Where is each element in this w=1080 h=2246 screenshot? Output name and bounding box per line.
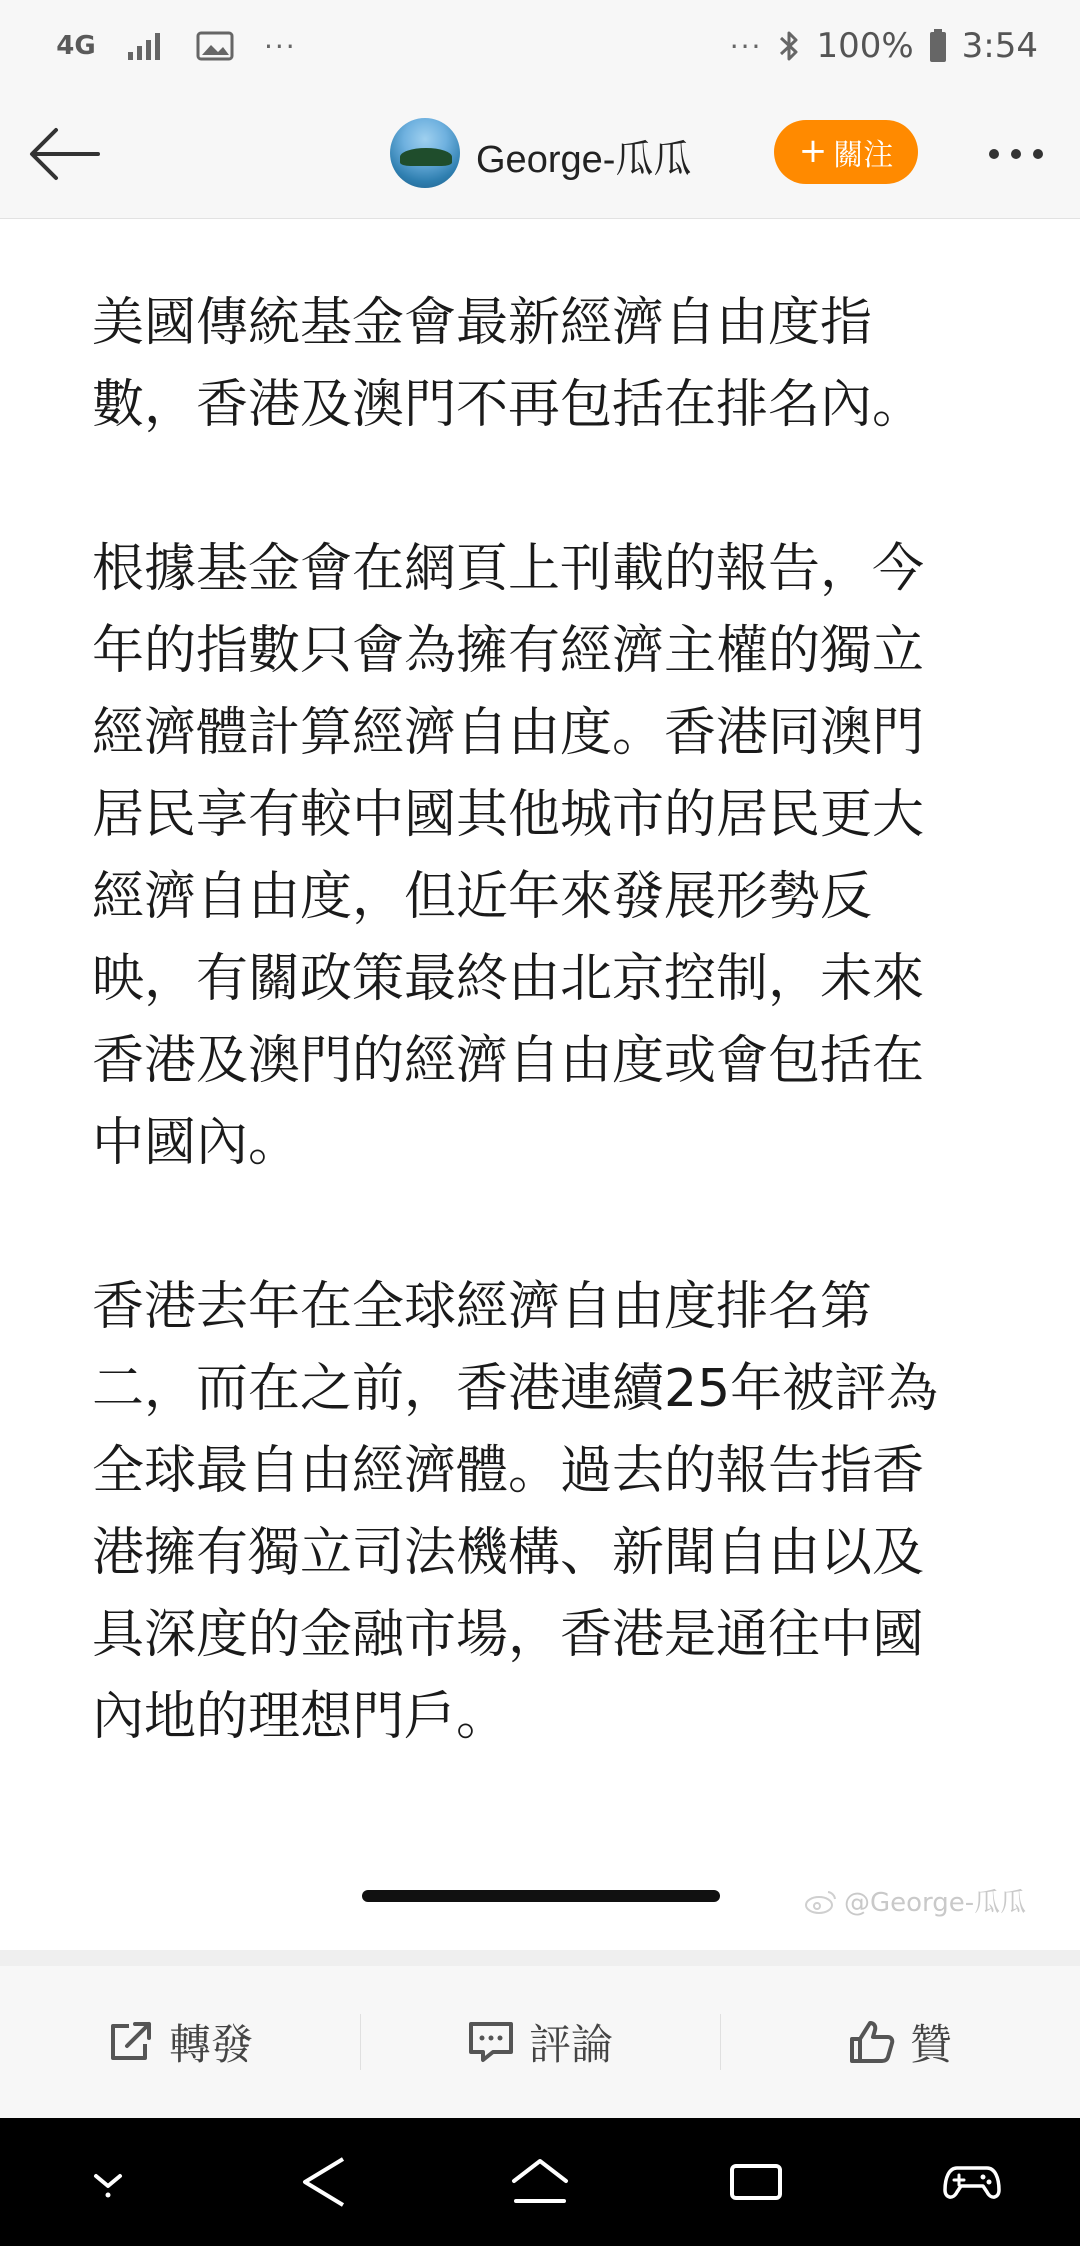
nav-home-button[interactable] [500,2142,580,2222]
more-options-button[interactable] [976,134,1056,174]
status-right [730,22,1038,70]
system-nav-bar [0,2118,1080,2246]
signal-icon [126,30,166,62]
share-icon [107,2020,155,2064]
paragraph: 香港去年在全球經濟自由度排名第二，而在之前，香港連續25年被評為全球最自由經濟體。過去的報告指香港擁有獨立司法機構、新聞自由以及具深度的金融市場，香港是通往中國內地的理想門戶。 [92,1277,939,1747]
status-left [56,22,297,70]
comment-icon [467,2020,515,2064]
clock: 3:54 [961,26,1038,66]
battery-icon [928,28,948,64]
more-dot-icon [1011,149,1021,159]
avatar[interactable] [390,118,460,188]
more-dot-icon [1033,149,1043,159]
notification-dots: ··· [264,29,297,63]
bluetooth-icon [776,28,802,64]
status-bar [0,0,1080,90]
chevron-down-icon [86,2162,130,2202]
network-indicator: 4G [56,31,96,61]
post-content [92,282,972,1758]
repost-label: 轉發 [168,2020,253,2069]
paragraph: 根據基金會在網頁上刊載的報告，今年的指數只會為擁有經濟主權的獨立經濟體計算經濟自由度。香港同澳門居民享有較中國其他城市的居民更大經濟自由度，但近年來發展形勢反映，有關政策最終由北京控制，未來香港及澳門的經濟自由度或會包括在中國內。 [92,539,925,1173]
comment-button[interactable] [360,1966,720,2118]
weibo-logo-icon [804,1887,838,1915]
back-button[interactable] [22,118,106,190]
watermark-text: @George-瓜瓜 [844,1888,1027,1918]
follow-label: 關注 [833,138,894,173]
like-button[interactable] [720,1966,1080,2118]
hide-keyboard-button[interactable] [68,2142,148,2222]
more-status-dots: ··· [729,29,763,63]
back-arrow-icon [26,124,102,184]
home-icon [510,2157,570,2207]
author-name[interactable]: George-瓜瓜 [476,139,692,181]
comment-label: 評論 [528,2020,613,2069]
scroll-indicator [362,1890,720,1902]
like-label: 贊 [909,2020,952,2069]
separator [0,1950,1080,1966]
post-header [0,90,1080,219]
recents-icon [728,2160,784,2204]
plus-icon: + [798,131,828,171]
triangle-back-icon [299,2155,349,2209]
nav-back-button[interactable] [284,2142,364,2222]
repost-button[interactable] [0,1966,360,2118]
nav-recents-button[interactable] [716,2142,796,2222]
gamepad-icon [943,2162,1001,2202]
watermark [804,1882,1026,1919]
more-dot-icon [989,149,999,159]
action-bar [0,1966,1080,2118]
thumbs-up-icon [848,2019,896,2065]
follow-button[interactable] [774,120,918,184]
game-tools-button[interactable] [932,2142,1012,2222]
image-icon [196,30,234,62]
battery-percent: 100% [816,26,914,66]
paragraph: 美國傳統基金會最新經濟自由度指數，香港及澳門不再包括在排名內。 [92,293,925,435]
